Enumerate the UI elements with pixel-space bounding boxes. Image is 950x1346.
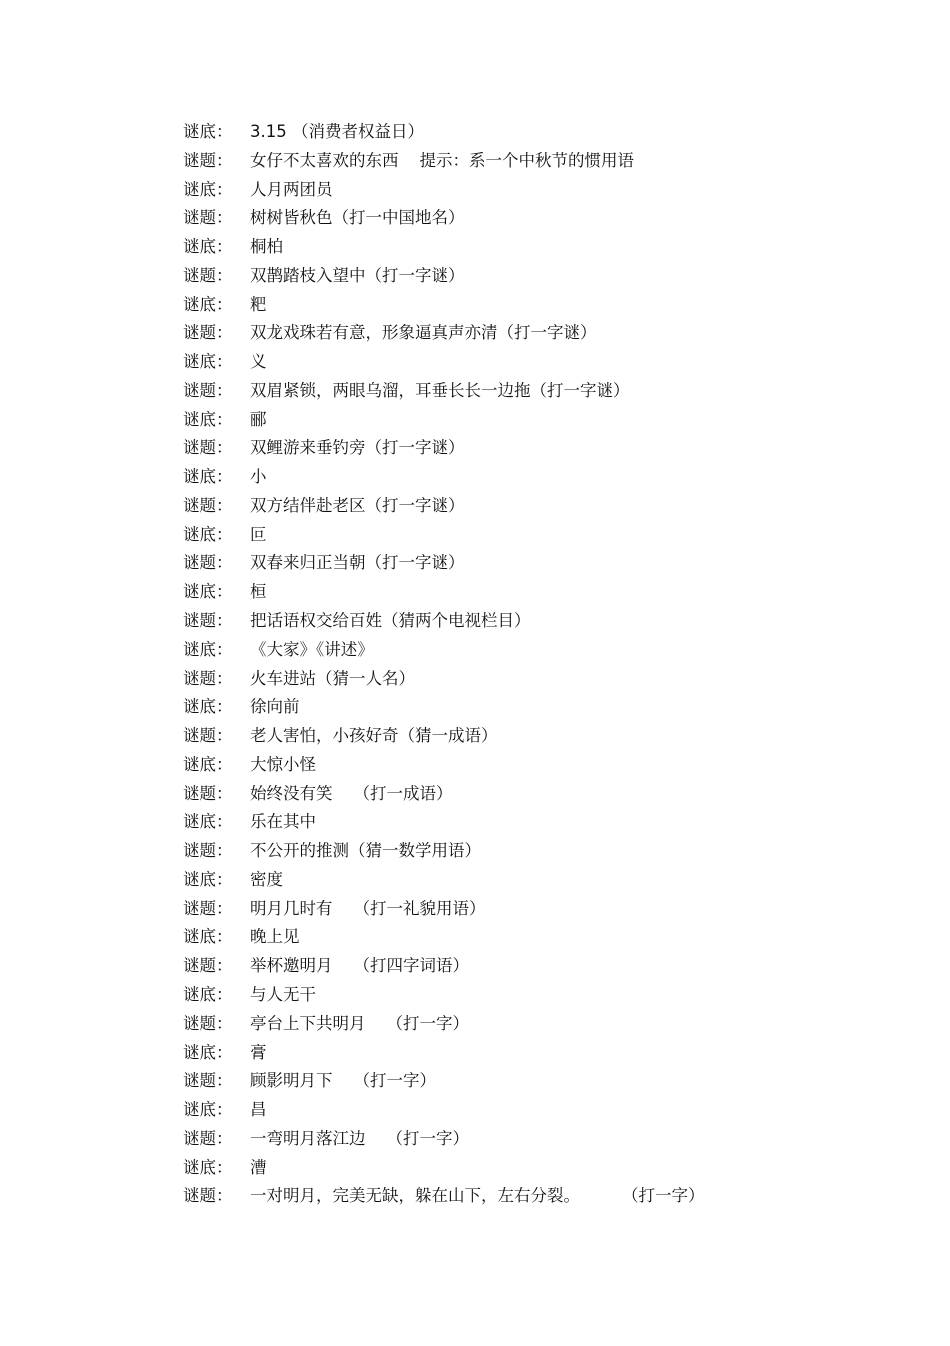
riddle-line (183, 1067, 903, 1096)
line-text: 始终没有笑 （打一成语） (250, 783, 453, 803)
line-label: 谜题： (183, 265, 233, 285)
line-text: 郦 (250, 409, 267, 429)
riddle-line (183, 233, 903, 262)
line-label: 谜底： (183, 984, 233, 1004)
line-label: 谜题： (183, 1128, 233, 1148)
line-text: 一对明月，完美无缺，躲在山下，左右分裂。 （打一字） (250, 1186, 705, 1206)
riddle-line (183, 319, 903, 348)
riddle-line (183, 1039, 903, 1068)
line-text: 双龙戏珠若有意，形象逼真声亦清（打一字谜） (250, 323, 597, 343)
line-text: 顾影明月下 （打一字） (250, 1071, 436, 1091)
riddle-line (183, 981, 903, 1010)
line-text: 桐柏 (250, 237, 283, 257)
line-label: 谜题： (183, 1071, 233, 1091)
line-label: 谜底： (183, 294, 233, 314)
line-label: 谜底： (183, 1100, 233, 1120)
line-text: 乐在其中 (250, 812, 316, 832)
line-label: 谜底： (183, 352, 233, 372)
line-label: 谜底： (183, 927, 233, 947)
line-text: 与人无干 (250, 984, 316, 1004)
riddle-line (183, 492, 903, 521)
riddle-line (183, 118, 903, 147)
riddle-line (183, 837, 903, 866)
riddle-line (183, 866, 903, 895)
line-label: 谜题： (183, 553, 233, 573)
line-text: 老人害怕，小孩好奇（猜一成语） (250, 726, 498, 746)
riddle-line (183, 377, 903, 406)
riddle-line (183, 952, 903, 981)
riddle-line (183, 693, 903, 722)
line-text: 《大家》《讲述》 (250, 639, 374, 659)
line-text: 亭台上下共明月 （打一字） (250, 1013, 469, 1033)
line-label: 谜底： (183, 122, 233, 141)
riddle-line (183, 348, 903, 377)
line-label: 谜底： (183, 524, 233, 544)
riddle-line (183, 406, 903, 435)
line-text: 叵 (250, 524, 267, 544)
line-label: 谜底： (183, 237, 233, 257)
line-text: 义 (250, 352, 267, 372)
riddle-list (183, 118, 903, 1211)
riddle-line (183, 521, 903, 550)
riddle-line (183, 262, 903, 291)
riddle-line (183, 1096, 903, 1125)
line-text: 双眉紧锁，两眼乌溜，耳垂长长一边拖（打一字谜） (250, 380, 630, 400)
riddle-line (183, 176, 903, 205)
line-text: 晚上见 (250, 927, 300, 947)
line-label: 谜底： (183, 869, 233, 889)
line-label: 谜底： (183, 639, 233, 659)
line-label: 谜底： (183, 812, 233, 832)
line-text: 举杯邀明月 （打四字词语） (250, 956, 469, 976)
line-label: 谜题： (183, 438, 233, 458)
line-label: 谜题： (183, 495, 233, 515)
riddle-line (183, 636, 903, 665)
line-label: 谜题： (183, 208, 233, 228)
line-text: 双鹊踏枝入望中（打一字谜） (250, 265, 465, 285)
riddle-line (183, 578, 903, 607)
line-label: 谜底： (183, 754, 233, 774)
riddle-line (183, 147, 903, 176)
line-label: 谜题： (183, 726, 233, 746)
line-label: 谜题： (183, 898, 233, 918)
line-text: 双鲤游来垂钓旁（打一字谜） (250, 438, 465, 458)
line-label: 谜题： (183, 668, 233, 688)
line-label: 谜题： (183, 1013, 233, 1033)
line-text: 密度 (250, 869, 283, 889)
riddle-line (183, 1125, 903, 1154)
line-text: 明月几时有 （打一礼貌用语） (250, 898, 486, 918)
line-text: 3.15 （消费者权益日） (250, 122, 424, 141)
line-text: 树树皆秋色（打一中国地名） (250, 208, 465, 228)
line-label: 谜题： (183, 783, 233, 803)
riddle-line (183, 1182, 903, 1211)
riddle-line (183, 1154, 903, 1183)
line-label: 谜底： (183, 179, 233, 199)
line-text: 火车进站（猜一人名） (250, 668, 415, 688)
riddle-line (183, 291, 903, 320)
riddle-line (183, 808, 903, 837)
line-text: 女仔不太喜欢的东西 提示：系一个中秋节的惯用语 (250, 150, 634, 170)
line-label: 谜底： (183, 409, 233, 429)
riddle-line (183, 1010, 903, 1039)
line-text: 漕 (250, 1157, 267, 1177)
line-text: 人月两团员 (250, 179, 333, 199)
riddle-line (183, 607, 903, 636)
line-label: 谜底： (183, 1157, 233, 1177)
line-label: 谜题： (183, 611, 233, 631)
line-label: 谜底： (183, 1042, 233, 1062)
riddle-line (183, 549, 903, 578)
line-label: 谜题： (183, 323, 233, 343)
line-label: 谜题： (183, 150, 233, 170)
line-label: 谜题： (183, 841, 233, 861)
line-label: 谜题： (183, 380, 233, 400)
riddle-line (183, 751, 903, 780)
riddle-line (183, 722, 903, 751)
line-text: 不公开的推测（猜一数学用语） (250, 841, 481, 861)
line-label: 谜题： (183, 1186, 233, 1206)
line-text: 小 (250, 467, 267, 487)
line-text: 一弯明月落江边 （打一字） (250, 1128, 469, 1148)
riddle-line (183, 665, 903, 694)
line-text: 把话语权交给百姓（猜两个电视栏目） (250, 611, 531, 631)
line-text: 膏 (250, 1042, 267, 1062)
line-text: 桓 (250, 582, 267, 602)
line-text: 双春来归正当朝（打一字谜） (250, 553, 465, 573)
riddle-line (183, 463, 903, 492)
line-text: 昌 (250, 1100, 267, 1120)
line-text: 徐向前 (250, 697, 300, 717)
line-label: 谜底： (183, 697, 233, 717)
line-text: 双方结伴赴老区（打一字谜） (250, 495, 465, 515)
line-label: 谜底： (183, 467, 233, 487)
line-text: 大惊小怪 (250, 754, 316, 774)
riddle-line (183, 923, 903, 952)
line-label: 谜底： (183, 582, 233, 602)
riddle-line (183, 434, 903, 463)
riddle-line (183, 780, 903, 809)
riddle-line (183, 204, 903, 233)
line-text: 粑 (250, 294, 267, 314)
line-label: 谜题： (183, 956, 233, 976)
riddle-line (183, 895, 903, 924)
